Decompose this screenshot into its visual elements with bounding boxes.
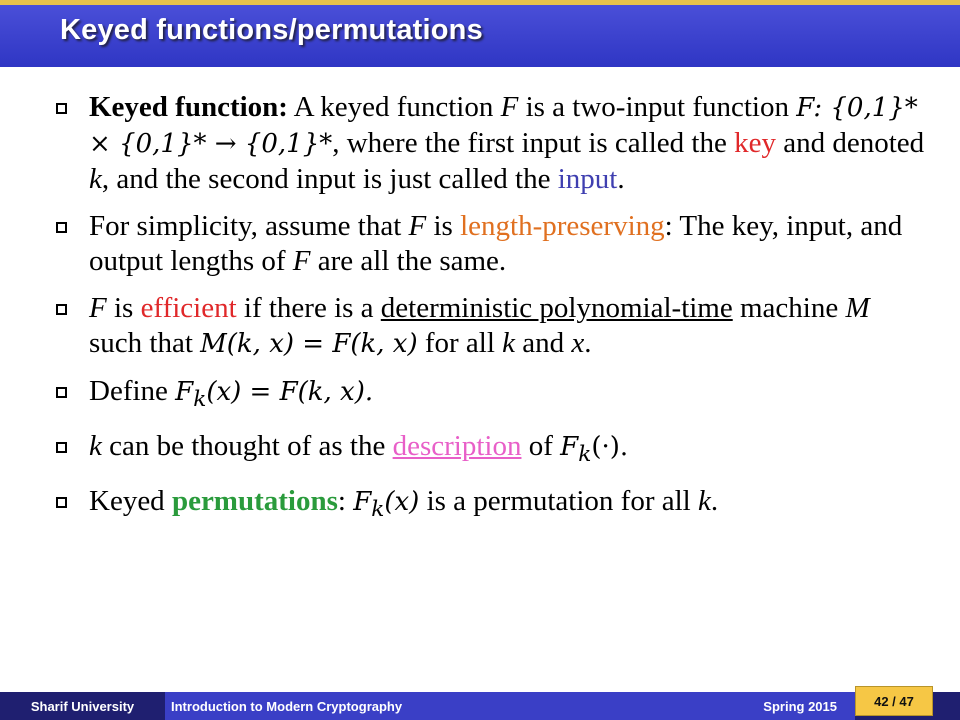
equation-M-equals-F: M(k, x) = F(k, x) — [200, 329, 418, 359]
text: if there is a — [236, 292, 381, 324]
bullet-keyed-function — [56, 90, 926, 197]
bullet-keyed-permutations — [56, 484, 926, 527]
text: of — [521, 430, 561, 463]
slide-content — [56, 90, 926, 540]
function-signature: F: {0,1}* × {0,1}* → {0,1}* — [89, 93, 918, 159]
text: : — [337, 485, 354, 518]
text: such that — [89, 327, 201, 359]
subscript-k: k — [371, 497, 385, 523]
subscript-k: k — [193, 387, 207, 413]
text: For simplicity, assume that — [89, 210, 409, 242]
text: A keyed function — [287, 91, 501, 123]
footer-course-area — [165, 692, 855, 720]
hollow-square-icon — [56, 304, 67, 315]
text: and — [515, 327, 572, 359]
footer-institution — [0, 692, 165, 720]
text: is a permutation for all — [419, 485, 698, 518]
title-bar — [0, 5, 960, 67]
math-Fk-dot — [560, 432, 629, 468]
footer-bar — [0, 692, 960, 720]
definition-Fk — [175, 377, 374, 413]
bullet-efficient — [56, 291, 926, 362]
text: , and the second input is just called the — [101, 163, 558, 195]
math-text: (x) = F(k, x). — [206, 377, 374, 407]
text: is a two-input function — [518, 91, 797, 123]
var-F: F — [292, 245, 311, 277]
text: Keyed — [89, 485, 172, 518]
var-k: k — [502, 327, 516, 359]
math-Fk-x — [353, 487, 420, 523]
bullet-heading: Keyed function: — [89, 91, 288, 123]
course-title: Introduction to Modern Cryptography — [171, 698, 403, 714]
subscript-k: k — [578, 442, 592, 468]
hollow-square-icon — [56, 103, 67, 114]
term-key: key — [734, 127, 776, 159]
text: . — [584, 327, 592, 359]
text: , where the first input is called the — [332, 127, 735, 159]
hollow-square-icon — [56, 497, 67, 508]
var-k: k — [89, 430, 102, 463]
math-text: (·). — [591, 432, 629, 463]
math-text: (x) — [384, 487, 420, 518]
bullet-length-preserving — [56, 209, 926, 279]
text: . — [617, 163, 625, 195]
text: for all — [417, 327, 503, 359]
var-M: M — [845, 292, 870, 324]
link-description[interactable]: description — [392, 430, 522, 463]
hollow-square-icon — [56, 222, 67, 233]
term-label: Spring 2015 — [763, 698, 837, 714]
term-deterministic-polytime: deterministic polynomial-time — [380, 292, 733, 324]
var-F: F — [175, 377, 194, 407]
bullet-define-Fk — [56, 374, 926, 417]
var-k: k — [697, 485, 711, 518]
text: machine — [732, 292, 846, 324]
var-F: F — [353, 487, 372, 518]
text: and denoted — [775, 127, 925, 159]
term-length-preserving: length-preserving — [460, 210, 665, 242]
bullet-description — [56, 429, 926, 472]
var-k: k — [89, 163, 102, 195]
slide-title: Keyed functions/permutations — [60, 14, 483, 46]
var-F: F — [89, 292, 107, 324]
var-F: F — [560, 432, 579, 463]
hollow-square-icon — [56, 442, 67, 453]
page-number-badge — [855, 686, 933, 716]
text: is — [426, 210, 461, 242]
text: can be thought of as the — [101, 430, 393, 463]
var-F: F — [500, 91, 519, 123]
institution-label: Sharif University — [30, 698, 135, 714]
text: . — [710, 485, 719, 518]
term-input: input — [557, 163, 618, 195]
var-x: x — [571, 327, 585, 359]
text: : The key, input, and output lengths of — [89, 210, 903, 277]
term-permutations: permutations — [171, 485, 338, 518]
term-efficient: efficient — [140, 292, 237, 324]
text: are all the same. — [310, 245, 507, 277]
var-F: F — [408, 210, 427, 242]
text: Define — [89, 375, 176, 407]
text: is — [106, 292, 141, 324]
hollow-square-icon — [56, 387, 67, 398]
page-number: 42 / 47 — [874, 693, 914, 709]
